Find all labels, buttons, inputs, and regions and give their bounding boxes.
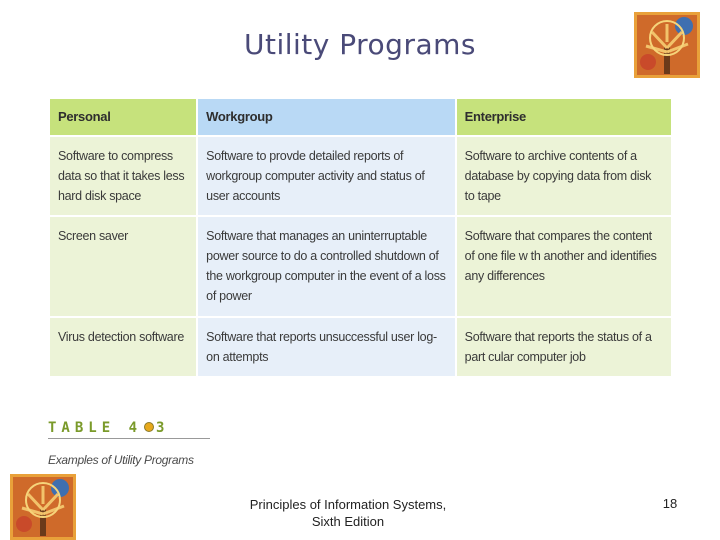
- table-caption: Examples of Utility Programs: [48, 453, 194, 467]
- cell-enterprise: Software that compares the content of one file w th another and identifies any differences: [456, 216, 672, 317]
- header-workgroup: Workgroup: [197, 98, 456, 136]
- utility-programs-table: [48, 97, 673, 378]
- page-number: 18: [662, 496, 678, 511]
- tree-logo-icon: [10, 474, 76, 540]
- cell-enterprise: Software to archive contents of a database by copying data from disk to tape: [456, 136, 672, 216]
- table-label: [48, 420, 210, 467]
- bullet-dot-icon: [144, 422, 154, 432]
- table-number-suffix: 3: [156, 420, 170, 436]
- footer-line-2: Sixth Edition: [311, 514, 385, 529]
- tree-logo-icon: [634, 12, 700, 78]
- header-enterprise: Enterprise: [456, 98, 672, 136]
- table-row: [49, 216, 672, 317]
- table-row: [49, 136, 672, 216]
- table-number-prefix: TABLE 4: [48, 420, 143, 436]
- footer-line-1: Principles of Information Systems,: [249, 497, 447, 512]
- tree-logo-icon: [634, 12, 700, 78]
- table-header-row: [49, 98, 672, 136]
- cell-personal: Software to compress data so that it takes less hard disk space: [49, 136, 197, 216]
- footer-text: [210, 496, 486, 530]
- cell-workgroup: Software to provde detailed reports of workgroup computer activity and status of user accounts: [197, 136, 456, 216]
- cell-personal: Screen saver: [49, 216, 197, 317]
- slide-title: Utility Programs: [244, 28, 476, 61]
- cell-personal: Virus detection software: [49, 317, 197, 377]
- cell-enterprise: Software that reports the status of a part cular computer job: [456, 317, 672, 377]
- header-personal: Personal: [49, 98, 197, 136]
- table-row: [49, 317, 672, 377]
- table-number: [48, 420, 210, 439]
- cell-workgroup: Software that reports unsuccessful user log-on attempts: [197, 317, 456, 377]
- cell-workgroup: Software that manages an uninterruptable power source to do a controlled shutdown of the workgroup computer in the event of a loss of power: [197, 216, 456, 317]
- tree-logo-icon: [10, 474, 76, 540]
